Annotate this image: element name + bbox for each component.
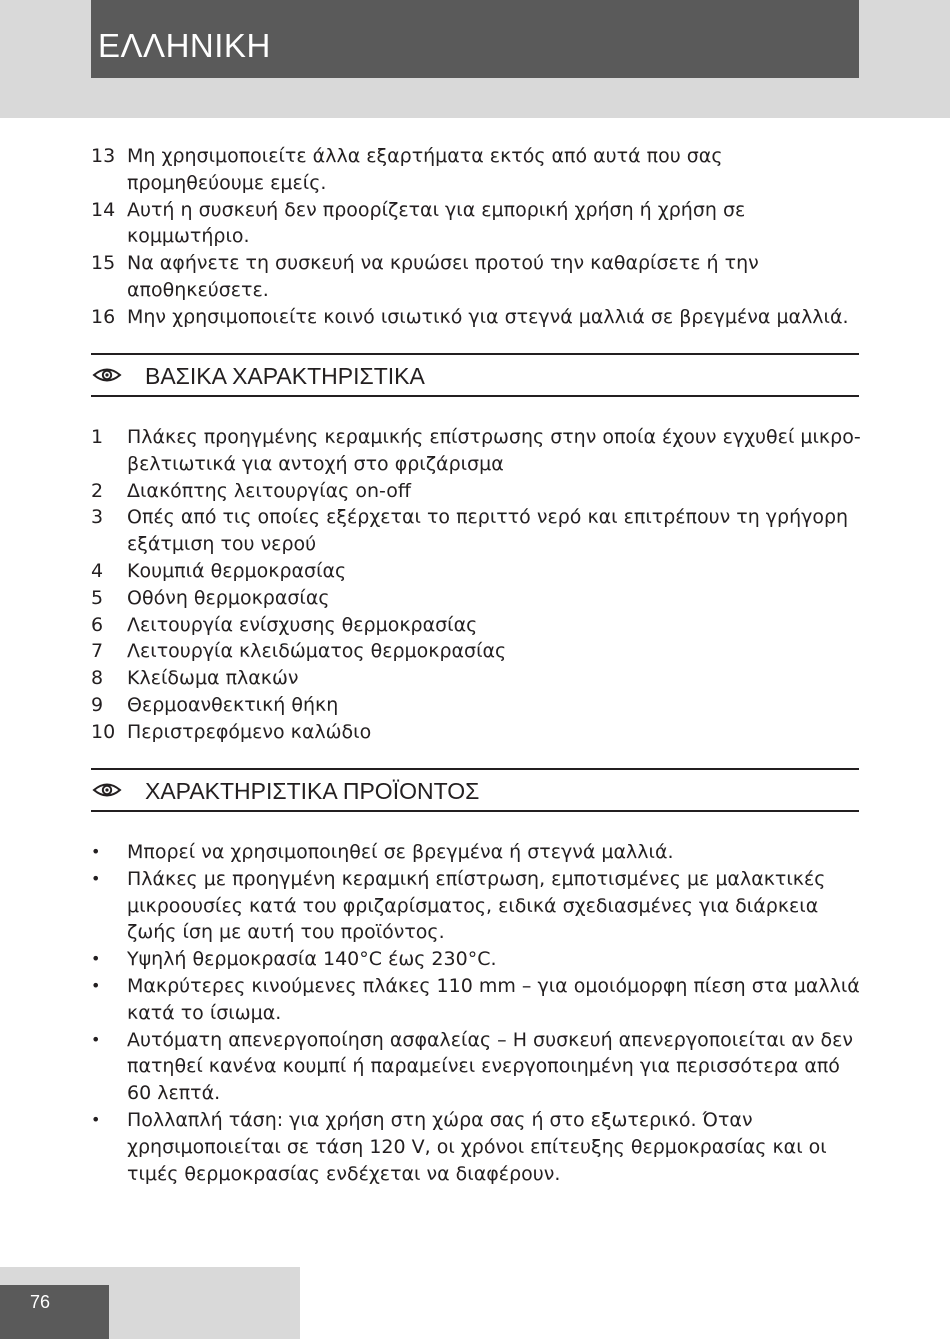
- eye-icon: [92, 781, 122, 799]
- item-text: Αυτή η συσκευή δεν προορίζεται για εμπορική χρήση ή χρήση σε κομμωτήριο.: [127, 198, 746, 248]
- safety-list: [91, 143, 861, 331]
- list-item: [91, 973, 861, 1027]
- list-item: [91, 585, 861, 612]
- item-text: Πλάκες προηγμένης κεραμικής επίστρωσης στην οποία έχουν εγχυθεί μικρο-βελτιωτικά για αντοχή στο φριζάρισμα: [127, 426, 861, 475]
- page-number-tab: [0, 1285, 109, 1339]
- item-number: 9: [91, 693, 104, 716]
- features-list: [91, 424, 861, 746]
- list-item: [91, 866, 861, 946]
- list-item: [91, 424, 861, 478]
- product-features-list: [91, 839, 861, 1187]
- item-text: Πολλαπλή τάση: για χρήση στη χώρα σας ή στο εξωτερικό. Όταν χρησιμοποιείται σε τάση 120 V, οι χρόνοι επίτευξης θερμοκρασίας και οι τιμές θερμοκρασίας ενδέχεται να διαφέρουν.: [127, 1108, 827, 1185]
- eye-icon: [92, 366, 122, 384]
- item-text: Κλείδωμα πλακών: [127, 667, 299, 690]
- list-item: [91, 946, 861, 973]
- list-item: [91, 839, 861, 866]
- item-number: 6: [91, 613, 104, 636]
- list-item: [91, 250, 861, 304]
- item-text: Οθόνη θερμοκρασίας: [127, 586, 330, 609]
- item-number: 2: [91, 479, 104, 502]
- list-item: [91, 1027, 861, 1107]
- item-number: 5: [91, 586, 104, 609]
- page-number: 76: [30, 1292, 51, 1312]
- item-text: Οπές από τις οποίες εξέρχεται το περιττό νερό και επιτρέπουν τη γρήγορη εξάτμιση του νερού: [127, 506, 849, 556]
- item-number: 13: [91, 145, 116, 167]
- item-number: 3: [91, 506, 104, 529]
- item-number: 7: [91, 640, 104, 663]
- item-text: Να αφήνετε τη συσκευή να κρυώσει προτού την καθαρίσετε ή την αποθηκεύσετε.: [127, 252, 759, 301]
- section-header-features: [91, 353, 859, 397]
- list-item: [91, 558, 861, 585]
- list-item: [91, 692, 861, 719]
- item-text: Αυτόματη απενεργοποίηση ασφαλείας – Η συσκευή απενεργοποιείται αν δεν πατηθεί κανένα κουμπί ή παραμείνει ενεργοποιημένη για περισσότερα από 60 λεπτά.: [127, 1028, 854, 1105]
- item-text: Λειτουργία κλειδώματος θερμοκρασίας: [127, 640, 507, 663]
- item-text: Πλάκες με προηγμένη κεραμική επίστρωση, εμποτισμένες με μαλακτικές μικροουσίες κατά του φριζαρίσματος, ειδικά σχεδιασμένες για διάρκεια ζωής ίση με αυτή του προϊόντος.: [127, 867, 826, 944]
- list-item: [91, 665, 861, 692]
- list-item: [91, 197, 861, 251]
- item-text: Διακόπτης λειτουργίας on-off: [127, 479, 411, 502]
- bullet-icon: •: [91, 1109, 101, 1129]
- list-item: [91, 478, 861, 505]
- item-number: 4: [91, 559, 104, 582]
- bullet-icon: •: [91, 1029, 101, 1049]
- bullet-icon: •: [91, 868, 101, 888]
- item-text: Θερμοανθεκτική θήκη: [127, 693, 339, 716]
- list-item: [91, 638, 861, 665]
- list-item: [91, 1107, 861, 1187]
- item-text: Μη χρησιμοποιείτε άλλα εξαρτήματα εκτός από αυτά που σας προμηθεύουμε εμείς.: [127, 145, 723, 194]
- section-title: ΧΑΡΑΚΤΗΡΙΣΤΙΚΑ ΠΡΟΪΟΝΤΟΣ: [145, 778, 480, 804]
- item-text: Κουμπιά θερμοκρασίας: [127, 559, 347, 582]
- item-text: Λειτουργία ενίσχυσης θερμοκρασίας: [127, 613, 478, 636]
- section-title: ΒΑΣΙΚΑ ΧΑΡΑΚΤΗΡΙΣΤΙΚΑ: [145, 363, 425, 389]
- item-number: 14: [91, 198, 116, 221]
- bullet-icon: •: [91, 842, 101, 861]
- item-number: 1: [91, 426, 104, 448]
- bullet-icon: •: [91, 975, 101, 995]
- item-text: Μακρύτερες κινούμενες πλάκες 110 mm – για ομοιόμορφη πίεση στα μαλλιά κατά το ίσιωμα.: [127, 974, 860, 1024]
- item-text: Υψηλή θερμοκρασία 140°C έως 230°C.: [127, 948, 497, 971]
- item-number: 15: [91, 252, 116, 275]
- bullet-icon: •: [91, 949, 101, 969]
- language-title: ΕΛΛΗΝΙΚΗ: [98, 27, 271, 64]
- list-item: [91, 612, 861, 639]
- section-header-product: [91, 768, 859, 812]
- item-number: 10: [91, 720, 116, 743]
- item-text: Μπορεί να χρησιμοποιηθεί σε βρεγμένα ή στεγνά μαλλιά.: [127, 841, 674, 863]
- item-text: Μην χρησιμοποιείτε κοινό ισιωτικό για στεγνά μαλλιά σε βρεγμένα μαλλιά.: [127, 305, 849, 328]
- list-item: [91, 143, 861, 197]
- item-number: 8: [91, 667, 104, 690]
- list-item: [91, 304, 861, 331]
- item-text: Περιστρεφόμενο καλώδιο: [127, 720, 372, 743]
- list-item: [91, 504, 861, 558]
- item-number: 16: [91, 305, 116, 328]
- list-item: [91, 719, 861, 746]
